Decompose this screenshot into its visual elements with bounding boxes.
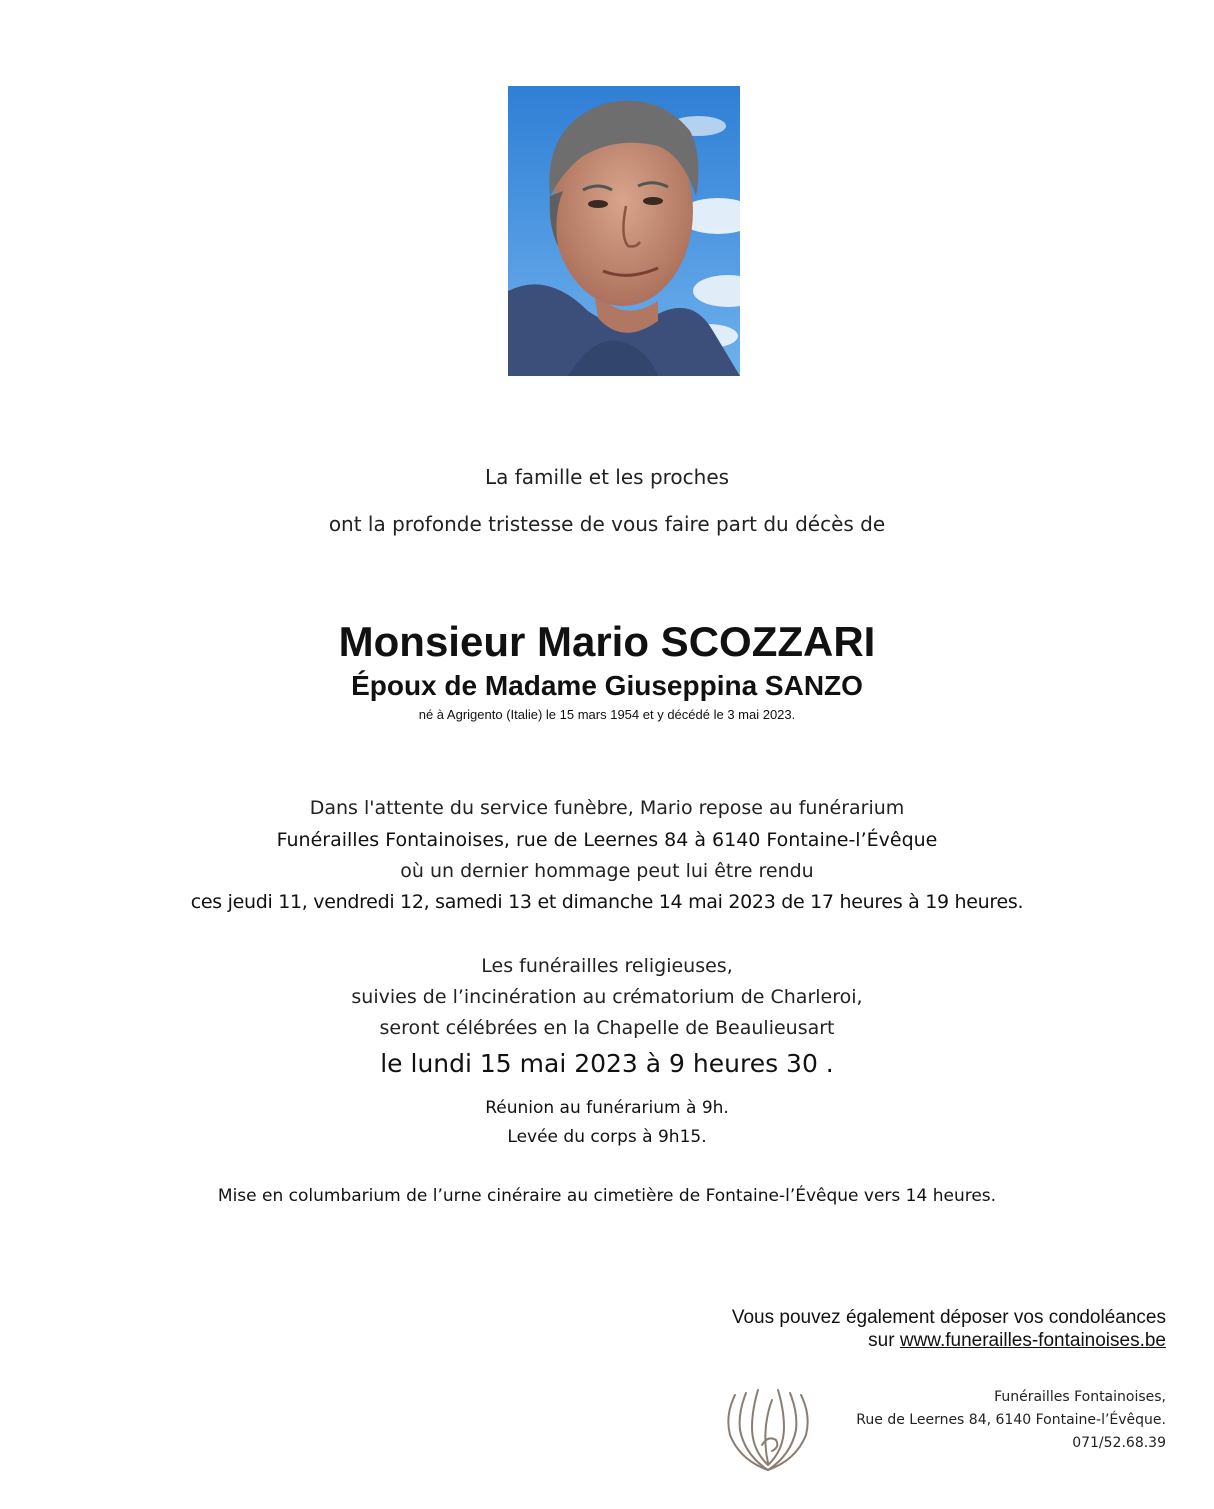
- company-phone: 071/52.68.39: [1072, 1435, 1166, 1451]
- columbarium-line: Mise en columbarium de l’urne cinéraire au cimetière de Fontaine-l’Évêque vers 14 heures.: [217, 1186, 997, 1206]
- condolences-block: [732, 1306, 1166, 1352]
- visitation-location: Funérailles Fontainoises, rue de Leernes 84 à 6140 Fontaine-l’Évêque: [276, 829, 938, 851]
- birth-death-line: né à Agrigento (Italie) le 15 mars 1954 et y décédé le 3 mai 2023.: [418, 707, 796, 722]
- condolences-prefix: sur: [868, 1330, 900, 1351]
- funeral-home-logo: [720, 1385, 816, 1475]
- funeral-line-1: Les funérailles religieuses,: [481, 955, 733, 977]
- visitation-line-3: où un dernier hommage peut lui être rendu: [400, 860, 814, 882]
- departure-time: Levée du corps à 9h15.: [507, 1127, 707, 1147]
- deceased-name: Monsieur Mario SCOZZARI: [338, 618, 876, 665]
- meeting-time: Réunion au funérarium à 9h.: [485, 1098, 729, 1118]
- condolences-line: Vous pouvez également déposer vos condoléances: [731, 1307, 1166, 1328]
- ceremony-date: le lundi 15 mai 2023 à 9 heures 30 .: [380, 1049, 834, 1078]
- funeral-line-2: suivies de l’incinération au crématorium de Charleroi,: [351, 986, 863, 1008]
- condolences-link-line: [732, 1329, 1166, 1352]
- visitation-dates: ces jeudi 11, vendredi 12, samedi 13 et dimanche 14 mai 2023 de 17 heures à 19 heures.: [190, 891, 1024, 913]
- spouse-line: Époux de Madame Giuseppina SANZO: [351, 670, 863, 701]
- company-name: Funérailles Fontainoises,: [994, 1389, 1166, 1405]
- intro-line-1: La famille et les proches: [484, 465, 730, 489]
- intro-line-2: ont la profonde tristesse de vous faire part du décès de: [328, 512, 886, 536]
- company-address: Rue de Leernes 84, 6140 Fontaine-l’Évêque.: [856, 1412, 1166, 1428]
- funeral-line-3: seront célébrées en la Chapelle de Beaulieusart: [379, 1017, 835, 1039]
- website-link[interactable]: www.funerailles-fontainoises.be: [899, 1330, 1166, 1351]
- portrait-photo: [508, 86, 740, 376]
- visitation-line-1: Dans l'attente du service funèbre, Mario repose au funérarium: [309, 797, 905, 819]
- company-info: [856, 1386, 1166, 1455]
